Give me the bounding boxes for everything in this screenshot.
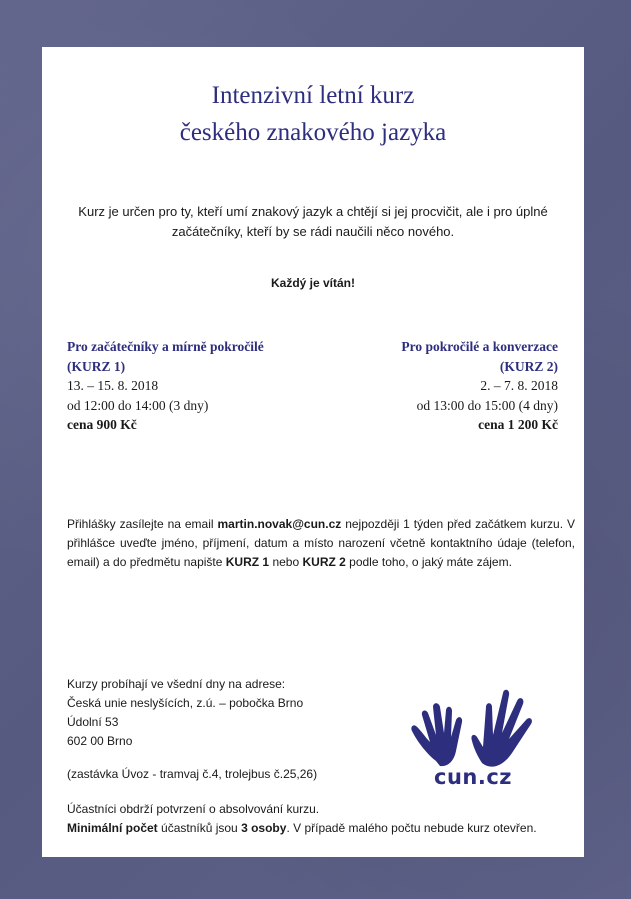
intro-text: Kurz je určen pro ty, kteří umí znakový jazyk a chtějí si jej procvičit, ale i pro úplné začátečníky, kteří by se rádi naučili něco nového. bbox=[78, 204, 548, 239]
welcome-text: Každý je vítán! bbox=[270, 276, 356, 290]
signup-text: nejpozději 1 týden před začátkem kurzu. V přihlášce uveďte jméno, příjmení, datum a místo narození včetně kontaktního údaje (telefon, email) a do předmětu napište bbox=[67, 517, 575, 569]
address-org: Česká unie neslyšících, z.ú. – pobočka Brno bbox=[67, 696, 304, 710]
logo-text: cun.cz bbox=[434, 765, 512, 789]
title-line-1: Intenzivní letní kurz bbox=[211, 82, 415, 109]
transit-stop: (zastávka Úvoz - tramvaj č.4, trolejbus č.25,26) bbox=[67, 767, 318, 781]
address-city: 602 00 Brno bbox=[67, 734, 133, 748]
course-price: cena 900 Kč bbox=[67, 417, 137, 432]
course-time: od 13:00 do 15:00 (4 dny) bbox=[416, 397, 558, 413]
signup-instructions bbox=[67, 515, 575, 572]
minimum-note bbox=[67, 819, 582, 838]
title-line-2: českého znakového jazyka bbox=[179, 119, 447, 146]
address-street: Údolní 53 bbox=[67, 715, 119, 729]
signup-text: Přihlášky zasílejte na email bbox=[67, 517, 218, 531]
course-dates: 2. – 7. 8. 2018 bbox=[480, 378, 558, 393]
signup-text: nebo bbox=[269, 555, 303, 569]
signup-email: martin.novak@cun.cz bbox=[217, 517, 342, 531]
min-text: účastníků jsou bbox=[157, 821, 242, 835]
signup-text: podle toho, o jaký máte zájem. bbox=[345, 555, 512, 569]
address-intro: Kurzy probíhají ve všední dny na adrese: bbox=[67, 677, 286, 691]
min-count: 3 osoby bbox=[241, 821, 287, 835]
signup-kurz1: KURZ 1 bbox=[225, 555, 270, 569]
course-title: Pro začátečníky a mírně pokročilé bbox=[67, 339, 264, 354]
course-time: od 12:00 do 14:00 (3 dny) bbox=[67, 397, 209, 413]
signup-kurz2: KURZ 2 bbox=[302, 555, 346, 569]
course-title: Pro pokročilé a konverzace bbox=[401, 339, 558, 354]
course-price: cena 1 200 Kč bbox=[478, 417, 558, 432]
min-text: . V případě malého počtu nebude kurz otevřen. bbox=[286, 821, 537, 835]
poster-title bbox=[42, 77, 584, 151]
course-code: (KURZ 1) bbox=[67, 358, 126, 374]
poster-page bbox=[42, 47, 584, 857]
course-code: (KURZ 2) bbox=[499, 358, 558, 374]
certificate-note: Účastníci obdrží potvrzení o absolvování kurzu. bbox=[67, 802, 320, 816]
course-advanced bbox=[308, 337, 558, 435]
course-beginners bbox=[67, 337, 317, 435]
min-label: Minimální počet bbox=[67, 821, 158, 835]
venue-address bbox=[67, 675, 407, 751]
footer-notes bbox=[67, 800, 582, 838]
course-dates: 13. – 15. 8. 2018 bbox=[67, 378, 159, 393]
